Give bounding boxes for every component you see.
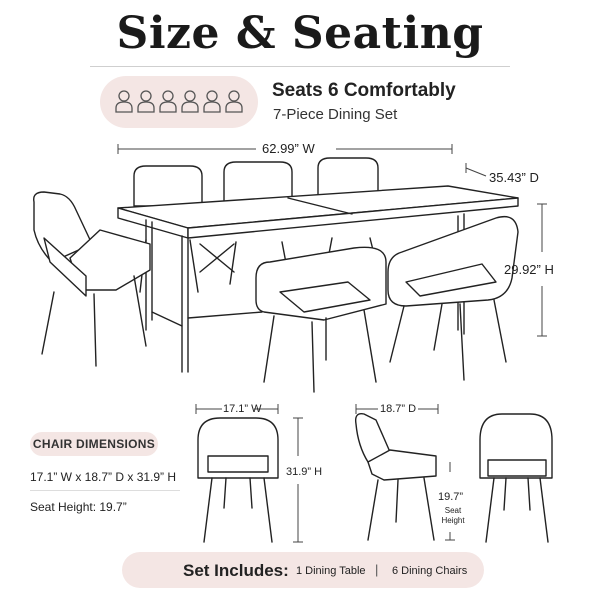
set-item-table: 1 Dining Table bbox=[296, 565, 366, 577]
chair-back-view bbox=[480, 414, 552, 542]
chair-dimensions-badge: CHAIR DIMENSIONS bbox=[30, 432, 158, 456]
seating-heading: Seats 6 Comfortably bbox=[272, 80, 456, 101]
table-height-label: 29.92” H bbox=[504, 262, 554, 277]
table-depth-label: 35.43” D bbox=[489, 170, 539, 185]
front-chair-middle bbox=[256, 247, 386, 392]
page-title: Size & Seating bbox=[116, 8, 484, 59]
chair-dim-divider bbox=[30, 490, 180, 491]
chair-width-label: 17.1” W bbox=[223, 403, 262, 415]
table-width-label: 62.99” W bbox=[262, 141, 315, 156]
set-includes-label: Set Includes: bbox=[183, 561, 289, 580]
seating-subheading: 7-Piece Dining Set bbox=[273, 106, 398, 123]
set-item-chairs: 6 Dining Chairs bbox=[392, 565, 468, 577]
chair-size-text: 17.1” W x 18.7” D x 31.9” H bbox=[30, 470, 177, 484]
front-chair-right bbox=[388, 217, 518, 380]
seat-height-value: 19.7” bbox=[438, 491, 464, 503]
seat-height-text: Seat Height: 19.7” bbox=[30, 500, 127, 514]
chair-depth-label: 18.7” D bbox=[380, 403, 417, 415]
set-items-separator: | bbox=[375, 562, 379, 577]
seat-height-caption: Seat Height bbox=[441, 506, 465, 525]
chair-height-label: 31.9” H bbox=[286, 466, 323, 478]
table-depth-marker bbox=[466, 163, 486, 176]
